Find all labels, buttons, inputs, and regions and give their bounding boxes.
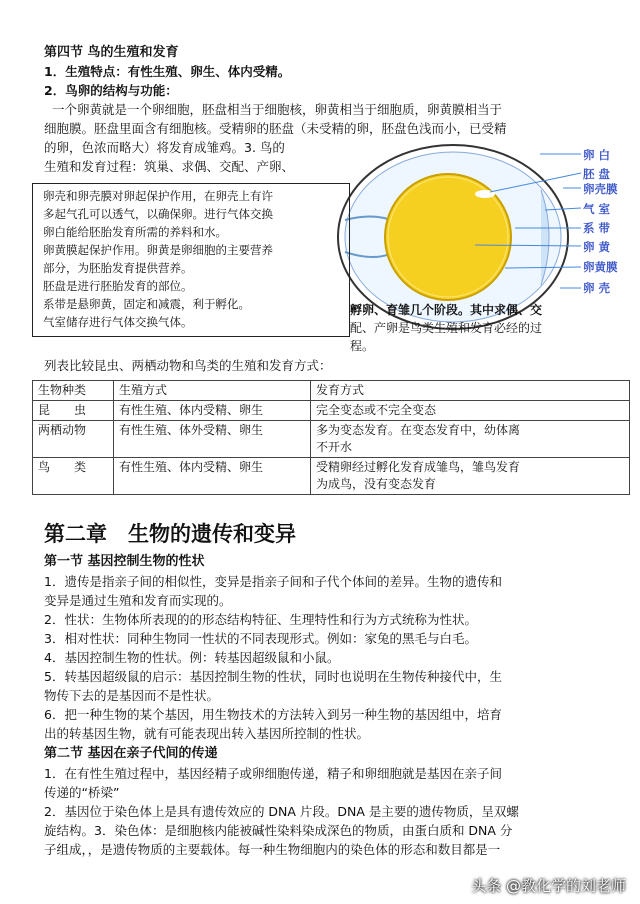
egg-label: 胚 盘	[583, 167, 611, 181]
box-line: 部分，为胚胎发育提供营养。	[43, 261, 193, 275]
text-line: 一个卵黄就是一个卵细胞，胚盘相当于细胞核，卵黄相当于细胞质，卵黄膜相当于	[52, 102, 503, 117]
egg-function-box	[32, 183, 350, 337]
box-line: 多起气孔可以透气，以确保卵。进行气体交换	[43, 207, 273, 221]
watermark: 头条 @教化学的刘老师	[471, 877, 626, 895]
cell-line: 为成鸟，没有变态发育	[316, 477, 437, 491]
text-line: 变异是通过生殖和发育而实现的。	[44, 593, 232, 608]
text-line: 5．转基因超级鼠的启示：基因控制生物的性状，同时也说明在生物传种接代中，生	[44, 669, 502, 684]
cell-line: 完全变态或不完全变态	[316, 403, 437, 417]
text-line: 2．鸟卵的结构与功能：	[44, 83, 178, 98]
egg-label: 卵 壳	[583, 281, 611, 295]
table-cell: 昆 虫	[33, 401, 114, 421]
text-line: 2．基因位于染色体上是具有遗传效应的 DNA 片段。DNA 是主要的遗传物质，呈双螺	[44, 804, 519, 819]
box-line: 卵壳和卵壳膜对卵起保护作用，在卵壳上有许	[43, 189, 273, 203]
table-header: 生物种类	[33, 381, 114, 401]
egg-label: 卵壳膜	[583, 182, 618, 196]
table-row	[33, 401, 630, 421]
text-line: 细胞膜。胚盘里面含有细胞核。受精卵的胚盘（未受精的卵，胚盘色浅而小，已受精	[44, 121, 507, 136]
table-cell	[311, 401, 630, 421]
box-line: 卵黄膜起保护作用。卵黄是卵细胞的主要营养	[43, 243, 273, 257]
text-line: 程。	[350, 339, 375, 353]
cell-line: 多为变态发育。在变态发育中，幼体离	[316, 423, 521, 437]
table-cell	[311, 421, 630, 458]
table-row	[33, 458, 630, 495]
table-row	[33, 421, 630, 458]
text-line: 列表比较昆虫、两栖动物和鸟类的生殖和发育方式：	[44, 358, 332, 373]
box-line: 系带是悬卵黄，固定和减震，利于孵化。	[43, 297, 250, 311]
box-line: 卵白能给胚胎发育所需的养料和水。	[43, 225, 227, 239]
egg-label: 卵 白	[583, 148, 611, 162]
text-line: 子组成，，是遗传物质的主要载体。每一种生物细胞内的染色体的形态和数目都是一	[44, 842, 501, 857]
box-line: 气室储存进行气体交换气体。	[43, 315, 193, 329]
text-line: 1．在有性生殖过程中，基因经精子或卵细胞传递，精子和卵细胞就是基因在亲子间	[44, 766, 502, 781]
table-header: 发育方式	[311, 381, 630, 401]
text-line: 孵卵、育雏几个阶段。其中求偶、交	[350, 303, 543, 317]
box-line: 胚盘是进行胚胎发育的部位。	[43, 279, 193, 293]
section-title: 第一节 基因控制生物的性状	[44, 554, 205, 569]
table-header: 生殖方式	[114, 381, 311, 401]
text-line: 传递的“桥梁”	[44, 785, 120, 800]
table-header-row	[33, 381, 630, 401]
text-line: 3．相对性状：同种生物同一性状的不同表现形式。例如：家兔的黑毛与白毛。	[44, 631, 477, 646]
table-cell: 有性生殖、体内受精、卵生	[114, 458, 311, 495]
text-line: 4．基因控制生物的性状。例：转基因超级鼠和小鼠。	[44, 650, 340, 665]
table-cell	[311, 458, 630, 495]
text-line: 物传下去的是基因而不是性状。	[44, 688, 220, 703]
cell-line: 受精卵经过孵化发育成雏鸟，雏鸟发育	[316, 460, 521, 474]
chapter-title: 第二章 生物的遗传和变异	[44, 521, 296, 546]
egg-label: 卵黄膜	[583, 260, 618, 274]
text-line: 旋结构。3．染色体：是细胞核内能被碱性染料染成深色的物质，由蛋白质和 DNA 分	[44, 823, 513, 838]
text-line: 2．性状：生物体所表现的的形态结构特征、生理特性和行为方式统称为性状。	[44, 612, 477, 627]
section-title: 第二节 基因在亲子代间的传递	[44, 746, 218, 761]
egg-label: 卵 黄	[583, 240, 611, 254]
text-line: 1．生殖特点：有性生殖、卵生、体内受精。	[44, 64, 291, 79]
section-title: 第四节 鸟的生殖和发育	[44, 45, 179, 60]
table-cell: 鸟 类	[33, 458, 114, 495]
egg-label: 气 室	[583, 202, 611, 216]
text-line: 配、产卵是鸟类生殖和发育必经的过	[350, 321, 543, 335]
text-line: 出的转基因生物，就有可能表现出转入基因所控制的性状。	[44, 726, 370, 741]
table-cell: 两栖动物	[33, 421, 114, 458]
table-cell: 有性生殖、体内受精、卵生	[114, 401, 311, 421]
egg-label: 系 带	[583, 221, 611, 235]
text-line: 的卵，色浓而略大）将发育成雏鸡。3. 鸟的	[44, 140, 285, 155]
cell-line: 不开水	[316, 440, 353, 454]
text-line: 1．遗传是指亲子间的相似性，变异是指亲子间和子代个体间的差异。生物的遗传和	[44, 574, 502, 589]
text-line: 6．把一种生物的某个基因，用生物技术的方法转入到另一种生物的基因组中，培育	[44, 707, 502, 722]
comparison-table	[32, 380, 630, 495]
text-line: 生殖和发育过程：筑巢、求偶、交配、产卵、	[44, 159, 295, 174]
table-cell: 有性生殖、体外受精、卵生	[114, 421, 311, 458]
